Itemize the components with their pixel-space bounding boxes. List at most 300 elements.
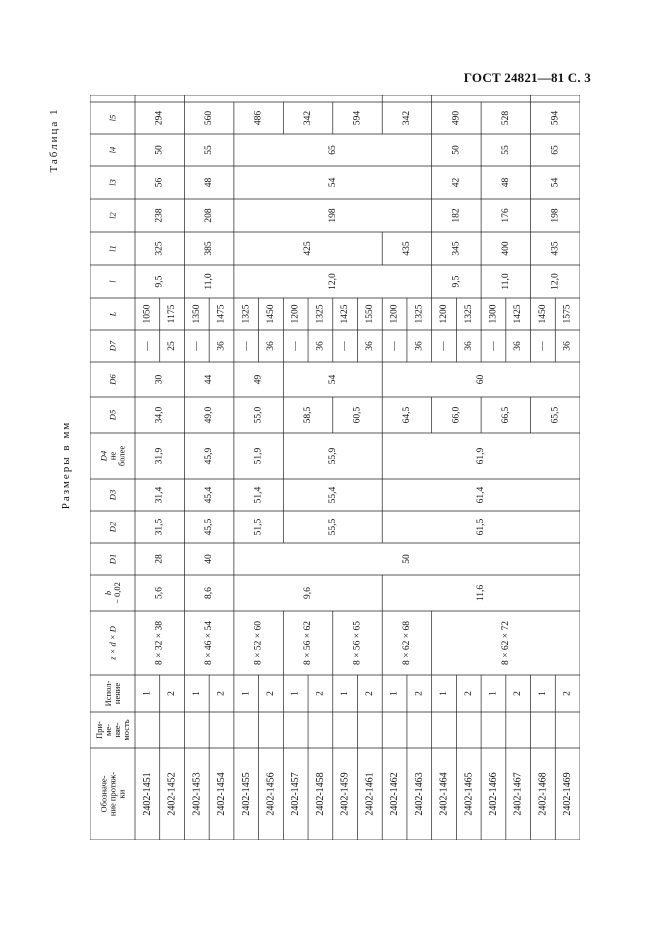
merged-cell-line: 50 (401, 554, 412, 564)
merged-cell-line: 208 (204, 208, 215, 223)
table-cell-line: 36 (463, 341, 474, 351)
header-cell (108, 245, 118, 252)
merged-cell (501, 406, 511, 423)
merged-cell (204, 208, 214, 223)
merged-cell (402, 241, 412, 256)
header-cell-line: l5 (107, 114, 118, 122)
merged-cell-line: 65 (327, 145, 338, 155)
merged-cell (155, 208, 165, 223)
merged-cell (402, 406, 412, 423)
merged-cell (550, 145, 560, 155)
merged-cell (204, 554, 214, 564)
table-cell (142, 304, 152, 323)
header-cell (108, 311, 118, 317)
merged-cell-line: 8,6 (204, 587, 215, 599)
merged-cell (328, 518, 338, 535)
header-cell (108, 554, 118, 565)
table-cell-line: 36 (364, 341, 375, 351)
header-cell-line: D3 (107, 489, 118, 501)
table-cell (315, 341, 325, 351)
merged-cell (204, 587, 214, 599)
merged-cell-line: 66,5 (500, 406, 511, 424)
merged-cell-line: 55 (500, 145, 511, 155)
table-cell-line: 1200 (389, 304, 400, 324)
table-cell (488, 691, 498, 696)
table-cell (266, 341, 276, 351)
designation-cell-line: 2402-1456 (265, 772, 277, 816)
merged-cell-line: 61,4 (476, 486, 487, 504)
table-cell-line: 1 (241, 691, 252, 696)
merged-cell-line: 45,4 (204, 486, 215, 504)
table-cell-line: 36 (216, 341, 227, 351)
table-cell-line: 25 (167, 341, 178, 351)
merged-cell-line: 51,5 (253, 518, 264, 536)
table-cell (340, 304, 350, 323)
header-cell-line: D4 (98, 450, 109, 462)
table-cell-line: 2 (414, 691, 425, 696)
merged-cell-line: 8 × 46 × 54 (204, 621, 215, 665)
table-svg (90, 95, 580, 840)
merged-cell (501, 208, 511, 223)
table-cell (563, 341, 573, 351)
header-cell (108, 211, 118, 218)
merged-cell (155, 621, 165, 665)
merged-cell (204, 406, 214, 423)
table-cell-line: 1325 (315, 304, 326, 324)
merged-cell-line: 60,5 (352, 406, 363, 424)
merged-cell (451, 178, 461, 188)
header-cell-line: нение (111, 682, 122, 705)
table-cell (340, 341, 350, 352)
header-cell (103, 582, 122, 604)
table-cell-line: — (142, 341, 153, 351)
merged-cell-line: 238 (154, 208, 165, 223)
merged-cell (353, 406, 363, 423)
merged-cell (451, 406, 461, 423)
table-cell-line: 1 (439, 691, 450, 696)
merged-cell (550, 406, 560, 423)
merged-cell-line: 400 (500, 241, 511, 256)
merged-cell (254, 406, 264, 423)
header-cell (108, 374, 118, 386)
merged-cell (402, 621, 412, 665)
merged-cell (155, 447, 165, 464)
table-cell (266, 304, 276, 323)
designation-cell (513, 772, 524, 815)
designation-cell (216, 772, 227, 815)
merged-cell-line: 64,5 (401, 406, 412, 424)
merged-cell (254, 621, 264, 665)
table-cell (142, 691, 152, 696)
table-cell (192, 691, 202, 696)
merged-cell-line: 435 (401, 241, 412, 256)
designation-cell-line: 2402-1458 (314, 772, 326, 816)
merged-cell (402, 554, 412, 564)
merged-cell-line: 60 (476, 374, 487, 385)
merged-cell (204, 273, 214, 290)
designation-cell (537, 772, 548, 815)
designation-cell-line: 2402-1468 (537, 772, 549, 816)
merged-cell (204, 447, 214, 464)
merged-cell (204, 145, 214, 155)
merged-cell (476, 447, 486, 464)
merged-cell (451, 275, 461, 287)
merged-cell (254, 111, 264, 126)
designation-cell (290, 772, 301, 815)
table-cell-line: 1 (340, 691, 351, 696)
header-cell-line: D1 (107, 553, 118, 565)
merged-cell-line: 425 (303, 241, 314, 256)
table-cell (439, 341, 449, 352)
table-cell (439, 691, 449, 696)
designation-cell-line: 2402-1466 (487, 772, 499, 816)
designation-cell (167, 772, 178, 815)
merged-cell-line: 55,0 (253, 406, 264, 424)
table-cell-line: 1450 (537, 304, 548, 324)
merged-cell-line: 54 (550, 177, 561, 188)
merged-cell (155, 554, 165, 564)
merged-cell (353, 621, 363, 665)
designation-cell-line: 2402-1463 (413, 772, 425, 816)
table-cell (464, 691, 474, 696)
merged-cell-line: 31,4 (154, 486, 165, 504)
merged-cell-line: 61,9 (476, 447, 487, 465)
table-cell-line: 1 (537, 691, 548, 696)
merged-cell (204, 486, 214, 503)
merged-cell (204, 518, 214, 535)
merged-cell (501, 241, 511, 256)
table-cell-line: 2 (562, 691, 573, 696)
merged-cell (328, 375, 338, 385)
designation-cell-line: 2402-1464 (438, 772, 450, 816)
designation-cell-line: 2402-1455 (240, 772, 252, 816)
header-cell-line: L (107, 311, 118, 317)
merged-cell-line: 594 (550, 110, 561, 126)
table-cell-line: 1 (488, 691, 499, 696)
merged-cell-line: 8 × 62 × 72 (500, 621, 511, 665)
table-cell (365, 341, 375, 351)
merged-cell (476, 486, 486, 503)
table-cell-line: 2 (265, 691, 276, 696)
header-cell (108, 521, 118, 533)
header-cell-line: b (103, 590, 114, 596)
merged-cell-line: 11,0 (500, 273, 511, 290)
header-cell (108, 340, 118, 352)
header-cell (108, 115, 118, 122)
header-cell-line: няе- (111, 722, 122, 738)
merged-cell-line: 176 (500, 208, 511, 223)
header-cell-line: Испол- (103, 680, 114, 707)
merged-cell (155, 275, 165, 287)
table-cell-line: 36 (265, 341, 276, 351)
merged-cell (501, 178, 511, 188)
merged-cell (550, 111, 560, 126)
merged-cell (328, 447, 338, 464)
table-cell-line: 1450 (265, 304, 276, 324)
table-cell-line: 1050 (142, 304, 153, 324)
table-cell (192, 341, 202, 352)
merged-cell (550, 208, 560, 223)
merged-cell (328, 273, 338, 290)
merged-cell-line: 54 (327, 374, 338, 385)
merged-cell-line: 435 (550, 241, 561, 256)
table-cell (464, 341, 474, 351)
merged-cell-line: 345 (451, 241, 462, 256)
table-cell-line: 1475 (216, 304, 227, 324)
designation-cell-line: 2402-1462 (389, 772, 401, 816)
table-cell-line: 36 (513, 341, 524, 351)
merged-cell-line: 54 (327, 177, 338, 188)
merged-cell (501, 621, 511, 665)
table-cell (513, 304, 523, 323)
designation-cell (439, 772, 450, 815)
merged-cell (254, 375, 264, 385)
merged-cell-line: 51,4 (253, 486, 264, 504)
merged-cell (155, 406, 165, 423)
merged-cell-line: 65,5 (550, 406, 561, 424)
table-cell-line: 2 (513, 691, 524, 696)
merged-cell-line: 31,9 (154, 447, 165, 465)
merged-cell (550, 241, 560, 256)
merged-cell-line: 34,0 (154, 406, 165, 424)
rotated-table (90, 95, 580, 840)
header-cell-line: более (116, 445, 127, 467)
table-cell-line: 1200 (290, 304, 301, 324)
merged-cell-line: 42 (451, 177, 462, 188)
merged-cell (476, 375, 486, 385)
merged-cell (155, 241, 165, 256)
table-cell (439, 304, 449, 323)
header-cell-line: не (107, 451, 118, 461)
merged-cell-line: 342 (303, 110, 314, 126)
table-cell (167, 691, 177, 696)
merged-cell (303, 406, 313, 423)
merged-cell-line: 9,5 (154, 275, 165, 288)
merged-cell-line: 11,0 (204, 273, 215, 290)
table-cell (167, 304, 177, 323)
table-cell (217, 341, 227, 351)
table-cell-line: 1300 (488, 304, 499, 324)
table-cell-line: 1325 (414, 304, 425, 324)
table-cell (414, 304, 424, 323)
table-cell-line: — (290, 341, 301, 351)
merged-cell-line: 55 (204, 145, 215, 155)
header-cell-line: − 0,02 (111, 582, 122, 604)
table-cell (538, 341, 548, 352)
table-cell (217, 691, 227, 696)
header-cell-line: Обозначе- (98, 775, 109, 813)
designation-cell-line: 2402-1461 (364, 772, 376, 816)
merged-cell (155, 518, 165, 535)
header-cell (108, 280, 118, 283)
table-cell (142, 341, 152, 352)
merged-cell (476, 585, 486, 602)
merged-cell-line: 594 (352, 110, 363, 126)
merged-cell-line: 8 × 56 × 65 (352, 621, 363, 665)
designation-cell-line: 2402-1454 (216, 772, 228, 816)
header-cell-line: При- (94, 721, 105, 739)
header-cell-line: l3 (107, 179, 118, 186)
merged-cell (155, 587, 165, 599)
designation-cell (562, 772, 573, 815)
merged-cell (550, 273, 560, 290)
designation-cell (265, 772, 276, 815)
table-cell (563, 304, 573, 323)
merged-cell-line: 528 (500, 110, 511, 126)
merged-cell-line: 342 (401, 110, 412, 126)
merged-cell (254, 486, 264, 503)
designation-cell-line: 2402-1469 (562, 772, 574, 816)
merged-cell-line: 198 (327, 208, 338, 223)
merged-cell (501, 111, 511, 126)
table-cell-line: — (191, 341, 202, 351)
merged-cell-line: 12,0 (327, 273, 338, 290)
merged-cell-line: 56 (154, 177, 165, 188)
merged-cell-line: 385 (204, 241, 215, 256)
header-cell-line: z × d × D (107, 626, 118, 660)
table-cell-line: 1550 (364, 304, 375, 324)
header-cell-line: ки (116, 789, 127, 799)
merged-cell (155, 111, 165, 126)
table-cell (390, 691, 400, 696)
merged-cell-line: 58,5 (303, 406, 314, 424)
merged-cell-line: 44 (204, 374, 215, 385)
table-cell (340, 691, 350, 696)
table-cell-line: 1325 (463, 304, 474, 324)
table-cell-line: 36 (315, 341, 326, 351)
merged-cell-line: 51,9 (253, 447, 264, 465)
merged-cell (155, 145, 165, 155)
merged-cell-line: 486 (253, 110, 264, 126)
header-cell (108, 490, 118, 501)
merged-cell-line: 66,0 (451, 406, 462, 424)
merged-cell-line: 55,5 (327, 518, 338, 536)
table-cell (513, 341, 523, 351)
table-cell (513, 691, 523, 696)
merged-cell-line: 31,5 (154, 518, 165, 536)
header-cell-line: D7 (107, 340, 118, 352)
merged-cell (501, 145, 511, 155)
merged-cell-line: 560 (204, 110, 215, 126)
page-header: ГОСТ 24821—81 С. 3 (463, 70, 591, 85)
merged-cell (451, 241, 461, 256)
merged-cell-line: 8 × 62 × 68 (401, 621, 412, 665)
header-cell (108, 179, 118, 186)
merged-cell-line: 50 (154, 145, 165, 155)
table-cell-line: — (241, 341, 252, 351)
header-cell (108, 625, 118, 661)
merged-cell (204, 375, 214, 385)
table-cell (538, 304, 548, 323)
table-cell (241, 304, 251, 323)
merged-cell (451, 145, 461, 155)
merged-cell (204, 621, 214, 665)
merged-cell (353, 111, 363, 126)
table-cell-line: 1 (290, 691, 301, 696)
merged-cell (254, 518, 264, 535)
merged-cell (303, 587, 313, 599)
table-cell-line: 2 (463, 691, 474, 696)
merged-cell (303, 621, 313, 665)
header-cell (99, 446, 127, 466)
merged-cell-line: 8 × 56 × 62 (303, 621, 314, 665)
designation-cell (463, 772, 474, 815)
designation-cell (414, 772, 425, 815)
merged-cell (204, 241, 214, 256)
units-note: Размеры в мм (60, 420, 72, 510)
designation-cell-line: 2402-1459 (339, 772, 351, 816)
header-cell-line: мость (120, 719, 131, 741)
header-cell-line: l2 (107, 212, 118, 219)
merged-cell (451, 111, 461, 126)
table-cell (563, 691, 573, 696)
header-cell (108, 146, 118, 153)
table-cell (414, 691, 424, 696)
merged-cell-line: 50 (451, 145, 462, 155)
designation-cell-line: 2402-1467 (512, 772, 524, 816)
header-cell (94, 719, 131, 740)
table-cell (266, 691, 276, 696)
designation-cell-line: 2402-1465 (463, 772, 475, 816)
table-cell-line: — (488, 341, 499, 351)
table-cell-line: 36 (414, 341, 425, 351)
merged-cell-line: 9,6 (303, 587, 314, 599)
table-cell (291, 691, 301, 696)
merged-cell-line: 325 (154, 241, 165, 256)
merged-cell-line: 9,5 (451, 275, 462, 288)
merged-cell (303, 241, 313, 256)
merged-cell-line: 61,5 (476, 518, 487, 536)
table-cell-line: 1 (191, 691, 202, 696)
designation-cell-line: 2402-1457 (290, 772, 302, 816)
merged-cell-line: 40 (204, 554, 215, 564)
header-cell-line: l1 (107, 245, 118, 252)
header-cell-line: D5 (107, 409, 118, 421)
merged-cell-line: 30 (154, 374, 165, 385)
header-cell (103, 680, 122, 706)
designation-cell (340, 772, 351, 815)
merged-cell-line: 45,5 (204, 518, 215, 536)
merged-cell-line: 45,9 (204, 447, 215, 465)
designation-cell (364, 772, 375, 815)
header-cell (108, 410, 118, 421)
header-cell-line: ме- (103, 724, 114, 736)
header-cell-line: l4 (107, 146, 118, 154)
merged-cell-line: 490 (451, 110, 462, 126)
table-cell-line: 2 (315, 691, 326, 696)
table-cell-line: 1200 (439, 304, 450, 324)
merged-cell-line: 12,0 (550, 273, 561, 290)
merged-cell (328, 145, 338, 155)
table-cell-line: 1350 (191, 304, 202, 324)
table-cell (217, 304, 227, 323)
table-cell (538, 691, 548, 696)
table-cell (365, 304, 375, 323)
merged-cell-line: 8 × 32 × 38 (154, 621, 165, 665)
table-cell-line: 1325 (241, 304, 252, 324)
merged-cell (155, 178, 165, 188)
merged-cell-line: 49 (253, 374, 264, 385)
merged-cell (328, 208, 338, 223)
table-cell-line: 2 (167, 691, 178, 696)
merged-cell-line: 11,6 (476, 584, 487, 602)
merged-cell-line: 294 (154, 110, 165, 126)
table-cell-line: — (439, 341, 450, 351)
table-cell-line: 1 (142, 691, 153, 696)
merged-cell-line: 65 (550, 145, 561, 155)
merged-cell-line: 182 (451, 208, 462, 223)
header-cell (99, 772, 127, 816)
